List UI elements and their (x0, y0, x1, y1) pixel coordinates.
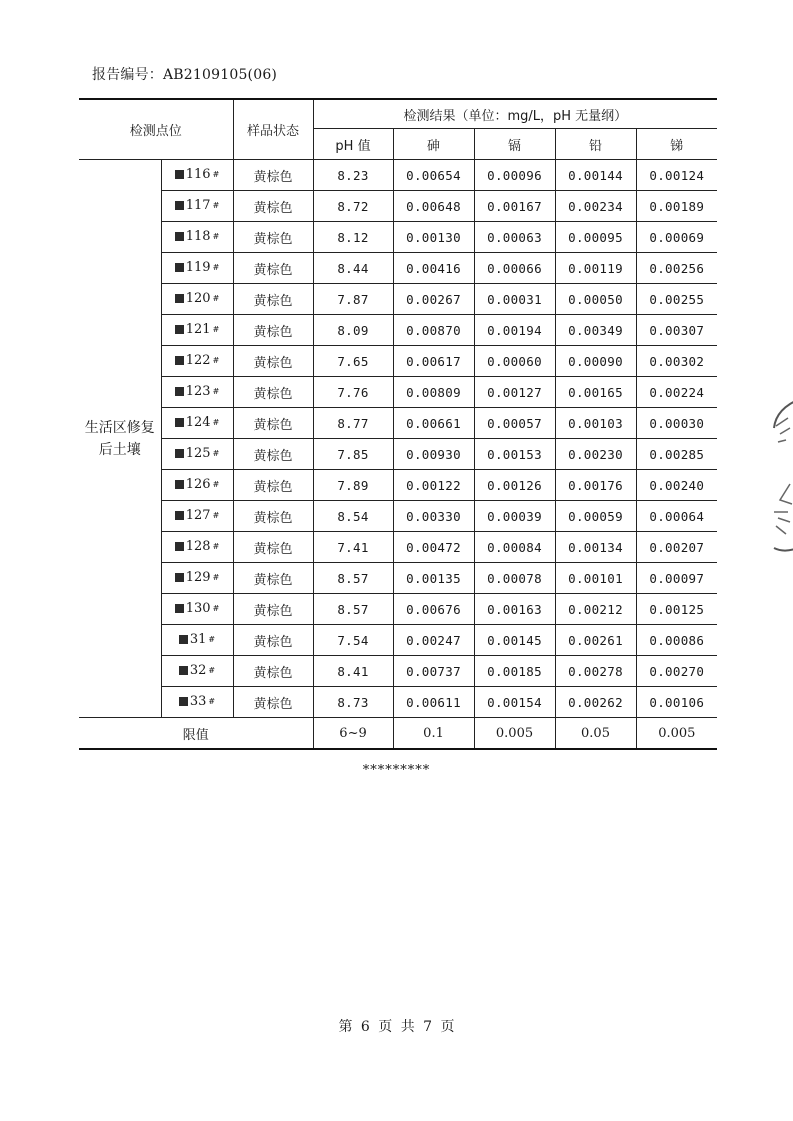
sample-point-cell: 126 # (161, 470, 233, 501)
point-marker-icon (175, 325, 184, 334)
cadmium-value: 0.00078 (474, 563, 555, 594)
cadmium-value: 0.00185 (474, 656, 555, 687)
antimony-value: 0.00097 (636, 563, 717, 594)
point-marker-icon (175, 542, 184, 551)
sample-point-cell: 121 # (161, 315, 233, 346)
results-table (79, 98, 717, 750)
ph-value: 7.76 (313, 377, 393, 408)
point-marker-icon (175, 418, 184, 427)
cadmium-value: 0.00096 (474, 160, 555, 191)
table-row (79, 532, 717, 563)
antimony-value: 0.00256 (636, 253, 717, 284)
table-row (79, 160, 717, 191)
lead-value: 0.00234 (555, 191, 636, 222)
antimony-value: 0.00064 (636, 501, 717, 532)
arsenic-value: 0.00122 (393, 470, 474, 501)
limit-row (79, 718, 717, 750)
lead-value: 0.00119 (555, 253, 636, 284)
table-row (79, 625, 717, 656)
ph-value: 8.72 (313, 191, 393, 222)
table-row (79, 191, 717, 222)
point-id: 120 (185, 291, 211, 306)
arsenic-value: 0.00611 (393, 687, 474, 718)
sample-point-cell: 127 # (161, 501, 233, 532)
point-marker-icon (175, 480, 184, 489)
point-marker-icon (179, 666, 188, 675)
page-number: 第 6 页 共 7 页 (338, 1019, 455, 1035)
cadmium-value: 0.00084 (474, 532, 555, 563)
table-row (79, 284, 717, 315)
arsenic-value: 0.00648 (393, 191, 474, 222)
point-id: 118 (185, 229, 211, 244)
table-row (79, 687, 717, 718)
sample-point-cell: 124 # (161, 408, 233, 439)
antimony-value: 0.00307 (636, 315, 717, 346)
arsenic-value: 0.00617 (393, 346, 474, 377)
header-status: 样品状态 (233, 99, 313, 160)
lead-value: 0.00144 (555, 160, 636, 191)
sample-status: 黄棕色 (233, 191, 313, 222)
arsenic-value: 0.00737 (393, 656, 474, 687)
sample-status: 黄棕色 (233, 284, 313, 315)
arsenic-value: 0.00676 (393, 594, 474, 625)
cadmium-value: 0.00039 (474, 501, 555, 532)
ph-value: 8.41 (313, 656, 393, 687)
sample-status: 黄棕色 (233, 377, 313, 408)
table-row (79, 501, 717, 532)
arsenic-value: 0.00135 (393, 563, 474, 594)
sample-point-cell: 122 # (161, 346, 233, 377)
point-marker-icon (175, 170, 184, 179)
sample-status: 黄棕色 (233, 501, 313, 532)
ph-value: 8.57 (313, 594, 393, 625)
lead-value: 0.00103 (555, 408, 636, 439)
ph-value: 7.89 (313, 470, 393, 501)
antimony-value: 0.00106 (636, 687, 717, 718)
lead-value: 0.00176 (555, 470, 636, 501)
sample-status: 黄棕色 (233, 222, 313, 253)
cadmium-value: 0.00031 (474, 284, 555, 315)
point-id: 122 (185, 353, 211, 368)
header-antimony: 锑 (636, 129, 717, 160)
point-id: 121 (185, 322, 211, 337)
antimony-value: 0.00124 (636, 160, 717, 191)
antimony-value: 0.00270 (636, 656, 717, 687)
point-id: 33 (189, 694, 207, 709)
point-marker-icon (175, 449, 184, 458)
arsenic-value: 0.00654 (393, 160, 474, 191)
report-number: 报告编号：AB2109105(06) (92, 67, 278, 83)
cadmium-value: 0.00154 (474, 687, 555, 718)
ph-value: 7.85 (313, 439, 393, 470)
antimony-value: 0.00069 (636, 222, 717, 253)
sample-status: 黄棕色 (233, 253, 313, 284)
point-marker-icon (179, 635, 188, 644)
sample-status: 黄棕色 (233, 656, 313, 687)
sample-status: 黄棕色 (233, 594, 313, 625)
point-id: 128 (185, 539, 211, 554)
cadmium-value: 0.00145 (474, 625, 555, 656)
cadmium-value: 0.00127 (474, 377, 555, 408)
point-marker-icon (175, 511, 184, 520)
cadmium-value: 0.00163 (474, 594, 555, 625)
table-row (79, 594, 717, 625)
sample-point-cell: 128 # (161, 532, 233, 563)
sample-status: 黄棕色 (233, 439, 313, 470)
cadmium-value: 0.00060 (474, 346, 555, 377)
antimony-value: 0.00207 (636, 532, 717, 563)
ph-value: 7.41 (313, 532, 393, 563)
ph-value: 8.23 (313, 160, 393, 191)
sample-status: 黄棕色 (233, 625, 313, 656)
antimony-value: 0.00240 (636, 470, 717, 501)
table-row (79, 408, 717, 439)
sample-point-cell: 31 # (161, 625, 233, 656)
point-id: 117 (185, 198, 211, 213)
point-id: 116 (185, 167, 211, 182)
table-row (79, 439, 717, 470)
lead-value: 0.00095 (555, 222, 636, 253)
sample-status: 黄棕色 (233, 470, 313, 501)
header-point: 检测点位 (79, 99, 233, 160)
header-lead: 铅 (555, 129, 636, 160)
arsenic-value: 0.00416 (393, 253, 474, 284)
point-id: 127 (185, 508, 211, 523)
sample-status: 黄棕色 (233, 346, 313, 377)
arsenic-value: 0.00130 (393, 222, 474, 253)
limit-label: 限值 (79, 718, 313, 750)
lead-value: 0.00134 (555, 532, 636, 563)
lead-value: 0.00090 (555, 346, 636, 377)
sample-point-cell: 116 # (161, 160, 233, 191)
sample-point-cell: 130 # (161, 594, 233, 625)
ph-value: 8.44 (313, 253, 393, 284)
lead-value: 0.00165 (555, 377, 636, 408)
lead-value: 0.00261 (555, 625, 636, 656)
sample-status: 黄棕色 (233, 532, 313, 563)
limit-lead: 0.05 (555, 718, 636, 750)
sample-point-cell: 33 # (161, 687, 233, 718)
antimony-value: 0.00030 (636, 408, 717, 439)
header-ph: pH 值 (313, 129, 393, 160)
arsenic-value: 0.00330 (393, 501, 474, 532)
lead-value: 0.00101 (555, 563, 636, 594)
antimony-value: 0.00255 (636, 284, 717, 315)
point-id: 124 (185, 415, 211, 430)
lead-value: 0.00349 (555, 315, 636, 346)
point-marker-icon (175, 232, 184, 241)
header-arsenic: 砷 (393, 129, 474, 160)
point-id: 31 (189, 632, 207, 647)
point-marker-icon (175, 573, 184, 582)
table-row (79, 253, 717, 284)
point-marker-icon (179, 697, 188, 706)
ph-value: 8.12 (313, 222, 393, 253)
point-id: 123 (185, 384, 211, 399)
table-row (79, 315, 717, 346)
cadmium-value: 0.00194 (474, 315, 555, 346)
sample-point-cell: 118 # (161, 222, 233, 253)
lead-value: 0.00278 (555, 656, 636, 687)
point-marker-icon (175, 294, 184, 303)
point-id: 129 (185, 570, 211, 585)
point-id: 126 (185, 477, 211, 492)
sample-point-cell: 123 # (161, 377, 233, 408)
sample-status: 黄棕色 (233, 687, 313, 718)
point-id: 125 (185, 446, 211, 461)
arsenic-value: 0.00472 (393, 532, 474, 563)
sample-status: 黄棕色 (233, 408, 313, 439)
cadmium-value: 0.00167 (474, 191, 555, 222)
header-cadmium: 镉 (474, 129, 555, 160)
arsenic-value: 0.00930 (393, 439, 474, 470)
point-marker-icon (175, 387, 184, 396)
point-marker-icon (175, 263, 184, 272)
antimony-value: 0.00285 (636, 439, 717, 470)
lead-value: 0.00050 (555, 284, 636, 315)
arsenic-value: 0.00247 (393, 625, 474, 656)
lead-value: 0.00059 (555, 501, 636, 532)
header-results-group: 检测结果（单位：mg/L，pH 无量纲） (313, 99, 717, 129)
ph-value: 8.77 (313, 408, 393, 439)
sample-status: 黄棕色 (233, 160, 313, 191)
end-marker: ********* (362, 763, 431, 778)
ph-value: 8.57 (313, 563, 393, 594)
lead-value: 0.00212 (555, 594, 636, 625)
point-id: 119 (185, 260, 211, 275)
limit-ph: 6~9 (313, 718, 393, 750)
sample-point-cell: 32 # (161, 656, 233, 687)
cadmium-value: 0.00063 (474, 222, 555, 253)
table-row (79, 377, 717, 408)
sample-point-cell: 125 # (161, 439, 233, 470)
arsenic-value: 0.00870 (393, 315, 474, 346)
sample-point-cell: 117 # (161, 191, 233, 222)
cadmium-value: 0.00066 (474, 253, 555, 284)
point-id: 130 (185, 601, 211, 616)
limit-cadmium: 0.005 (474, 718, 555, 750)
cadmium-value: 0.00057 (474, 408, 555, 439)
lead-value: 0.00262 (555, 687, 636, 718)
seal-stamp-fragment (762, 388, 793, 558)
ph-value: 8.73 (313, 687, 393, 718)
arsenic-value: 0.00267 (393, 284, 474, 315)
arsenic-value: 0.00661 (393, 408, 474, 439)
sample-status: 黄棕色 (233, 563, 313, 594)
sample-point-cell: 120 # (161, 284, 233, 315)
table-row (79, 222, 717, 253)
limit-antimony: 0.005 (636, 718, 717, 750)
antimony-value: 0.00224 (636, 377, 717, 408)
table-row (79, 656, 717, 687)
header-row (79, 99, 717, 129)
ph-value: 8.54 (313, 501, 393, 532)
antimony-value: 0.00086 (636, 625, 717, 656)
cadmium-value: 0.00153 (474, 439, 555, 470)
cadmium-value: 0.00126 (474, 470, 555, 501)
ph-value: 8.09 (313, 315, 393, 346)
sample-status: 黄棕色 (233, 315, 313, 346)
limit-arsenic: 0.1 (393, 718, 474, 750)
table-row (79, 470, 717, 501)
arsenic-value: 0.00809 (393, 377, 474, 408)
antimony-value: 0.00189 (636, 191, 717, 222)
point-id: 32 (189, 663, 207, 678)
table-row (79, 346, 717, 377)
sample-point-cell: 119 # (161, 253, 233, 284)
ph-value: 7.54 (313, 625, 393, 656)
point-marker-icon (175, 201, 184, 210)
antimony-value: 0.00125 (636, 594, 717, 625)
ph-value: 7.65 (313, 346, 393, 377)
sample-point-cell: 129 # (161, 563, 233, 594)
table-row (79, 563, 717, 594)
lead-value: 0.00230 (555, 439, 636, 470)
antimony-value: 0.00302 (636, 346, 717, 377)
point-marker-icon (175, 356, 184, 365)
site-label: 生活区修复后土壤 (79, 160, 161, 718)
ph-value: 7.87 (313, 284, 393, 315)
point-marker-icon (175, 604, 184, 613)
